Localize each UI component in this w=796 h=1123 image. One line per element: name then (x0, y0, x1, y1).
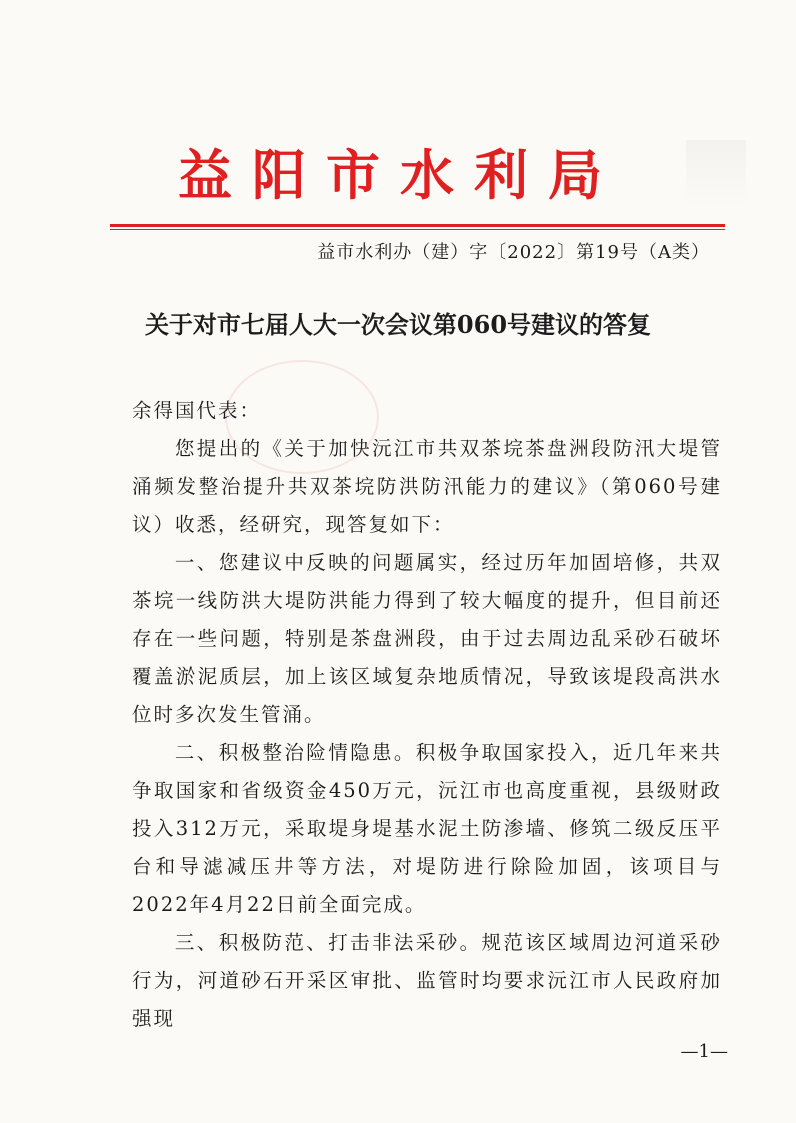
salutation: 余得国代表： (132, 399, 262, 422)
agency-letterhead-title: 益阳市水利局 (178, 143, 622, 207)
page-number: —1— (680, 1041, 728, 1062)
body-paragraph: 一、您建议中反映的问题属实，经过历年加固培修，共双茶垸一线防洪大堤防洪能力得到了较大幅度的提升，但目前还存在一些问题，特别是茶盘洲段，由于过去周边乱采砂石破坏覆盖淤泥质层，加上该区域复杂地质情况，导致该堤段高洪水位时多次发生管涌。 (132, 551, 722, 726)
body-paragraph: 二、积极整治险情隐患。积极争取国家投入，近几年来共争取国家和省级资金450万元，沅江市也高度重视，县级财政投入312万元，采取堤身堤基水泥土防渗墙、修筑二级反压平台和导滤减压井等方法，对堤防进行除险加固，该项目与2022年4月22日前全面完成。 (132, 741, 722, 916)
letterhead-red-rule (110, 224, 725, 227)
body-paragraph: 您提出的《关于加快沅江市共双茶垸茶盘洲段防汛大堤管涌频发整治提升共双茶垸防洪防汛能力的建议》（第060号建议）收悉，经研究，现答复如下： (132, 437, 722, 536)
letterhead-red-rule-thin (110, 229, 725, 230)
document-body (132, 392, 722, 1038)
body-paragraph: 三、积极防范、打击非法采砂。规范该区域周边河道采砂行为，河道砂石开采区审批、监管时均要求沅江市人民政府加强现 (132, 931, 722, 1030)
document-number: 益市水利办（建）字〔2022〕第19号（A类） (317, 242, 710, 263)
document-title: 关于对市七届人大一次会议第060号建议的答复 (144, 310, 652, 339)
